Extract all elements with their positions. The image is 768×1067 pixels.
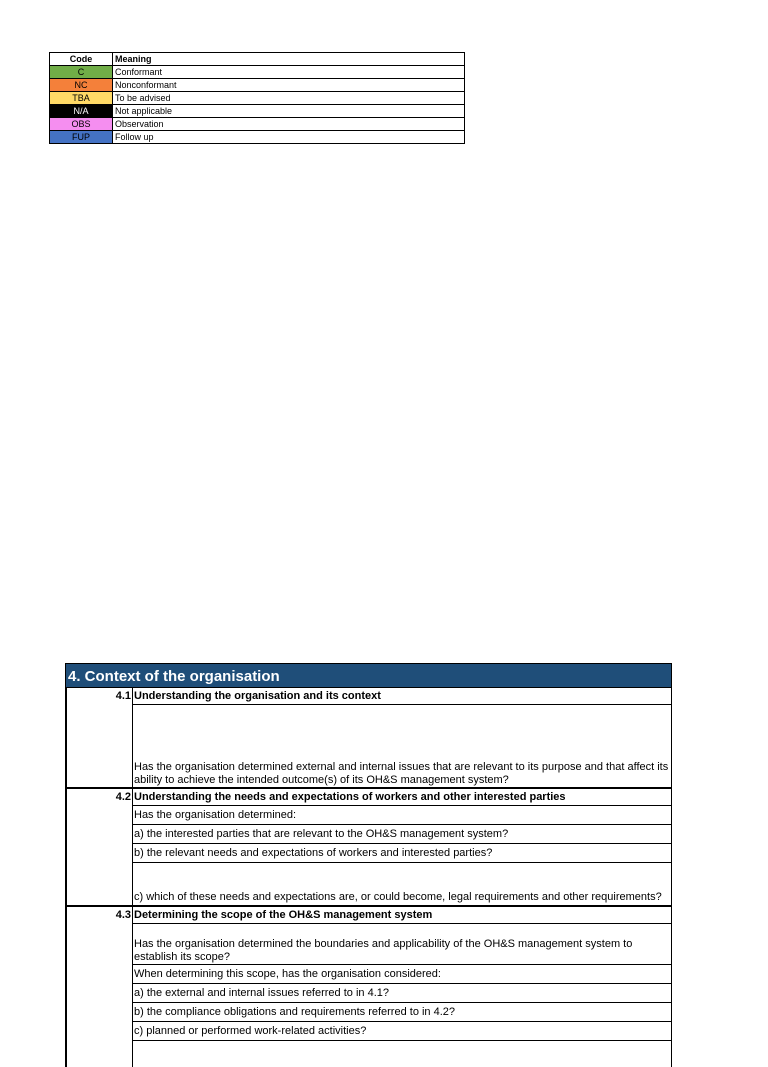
clause-heading: Understanding the organisation and its context — [133, 688, 671, 705]
question-cell[interactable]: When determining this scope, has the organisation considered: — [133, 965, 671, 984]
legend-meaning: Not applicable — [113, 105, 465, 118]
question-cell[interactable] — [133, 1041, 671, 1060]
legend-code-obs: OBS — [50, 118, 113, 131]
question-cell[interactable]: c) which of these needs and expectations are, or could become, legal requirements and other requirements? — [134, 891, 662, 903]
legend-code-nc: NC — [50, 79, 113, 92]
question-cell[interactable]: c) planned or performed work-related activities? — [133, 1022, 671, 1041]
clause-4-3 — [65, 907, 672, 1067]
legend-meaning: Nonconformant — [113, 79, 465, 92]
clause-number: 4.1 — [67, 688, 133, 787]
checklist-section — [65, 663, 672, 1067]
section-title: 4. Context of the organisation — [65, 663, 672, 688]
legend-code-tba: TBA — [50, 92, 113, 105]
legend-row — [50, 105, 465, 118]
legend-code-na: N/A — [50, 105, 113, 118]
question-cell[interactable]: Has the organisation determined external and internal issues that are relevant to its purpose and that affect its ability to achieve the intended outcome(s) of its OH&S management system? — [134, 761, 669, 786]
legend-table — [49, 52, 465, 144]
legend-row — [50, 92, 465, 105]
question-cell[interactable]: a) the interested parties that are relevant to the OH&S management system? — [133, 825, 671, 844]
clause-heading: Determining the scope of the OH&S management system — [133, 907, 671, 924]
question-cell[interactable]: b) the compliance obligations and requirements referred to in 4.2? — [133, 1003, 671, 1022]
question-cell[interactable]: Has the organisation determined: — [133, 806, 671, 825]
legend-row — [50, 66, 465, 79]
clause-4-2 — [65, 789, 672, 907]
clause-number: 4.2 — [67, 789, 133, 905]
legend-code-fup: FUP — [50, 131, 113, 144]
legend-header-code: Code — [50, 53, 113, 66]
legend-meaning: Conformant — [113, 66, 465, 79]
legend-row — [50, 131, 465, 144]
clause-heading: Understanding the needs and expectations of workers and other interested parties — [133, 789, 671, 806]
clause-number: 4.3 — [67, 907, 133, 1067]
legend-row — [50, 118, 465, 131]
legend-row — [50, 79, 465, 92]
question-cell[interactable]: b) the relevant needs and expectations of workers and interested parties? — [133, 844, 671, 863]
legend-header-row — [50, 53, 465, 66]
legend-meaning: Follow up — [113, 131, 465, 144]
question-cell[interactable]: a) the external and internal issues referred to in 4.1? — [133, 984, 671, 1003]
clause-body — [133, 907, 671, 1067]
clause-body — [133, 688, 671, 787]
legend-code-c: C — [50, 66, 113, 79]
clause-4-1 — [65, 688, 672, 789]
question-cell[interactable]: Has the organisation determined the boundaries and applicability of the OH&S management system to establish its scope? — [133, 924, 671, 965]
clause-body — [133, 789, 671, 905]
legend-header-meaning: Meaning — [113, 53, 465, 66]
legend-meaning: Observation — [113, 118, 465, 131]
legend-meaning: To be advised — [113, 92, 465, 105]
